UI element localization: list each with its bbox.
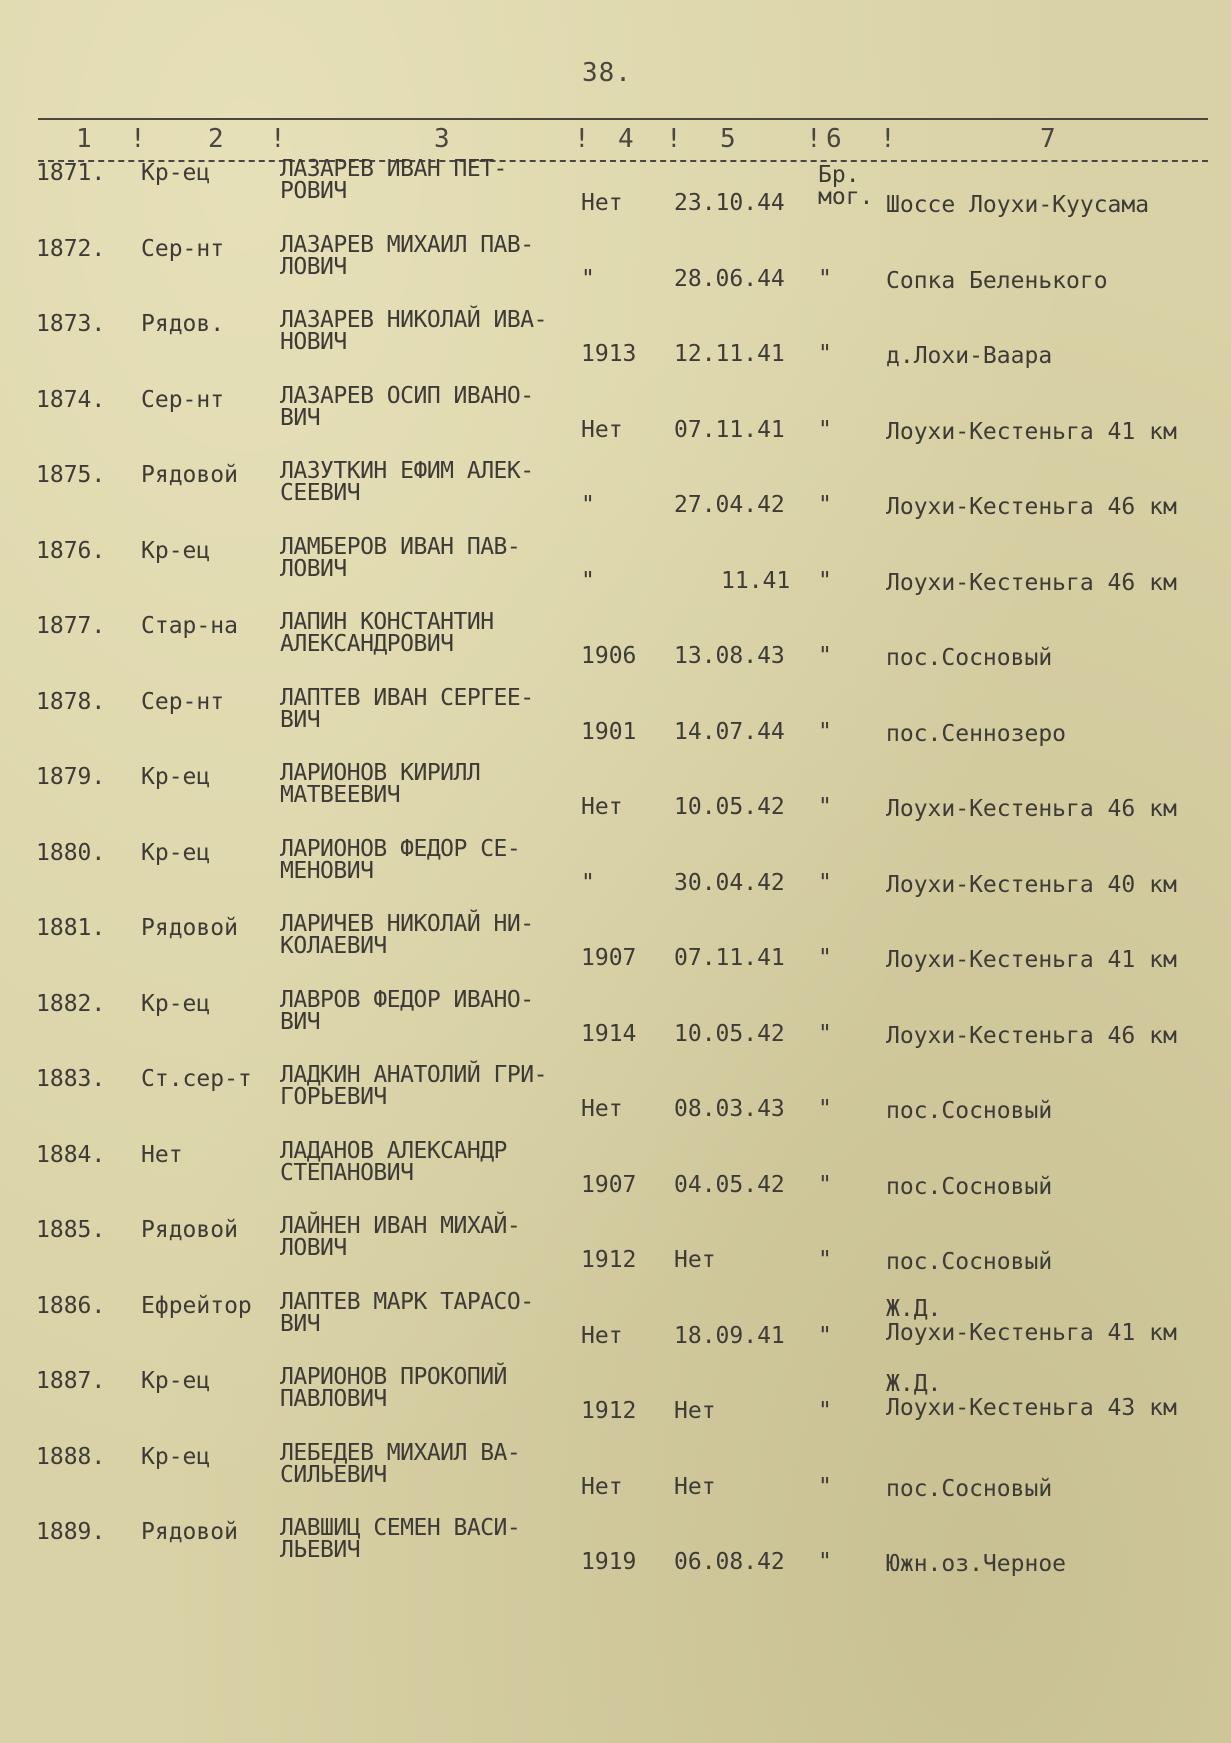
burial-place: Лоухи-Кестеньга 46 км — [886, 796, 1177, 822]
name-line-1: ЛАПИН КОНСТАНТИН — [280, 609, 494, 635]
full-name — [280, 1215, 520, 1259]
death-date: 13.08.43 — [674, 643, 785, 669]
birth-year: 1907 — [581, 1172, 637, 1198]
death-date: Нет — [674, 1247, 716, 1273]
death-date: 11.41 — [721, 568, 791, 594]
col-separator: ! — [574, 124, 590, 154]
birth-year: Нет — [581, 190, 623, 216]
full-name — [280, 460, 534, 504]
death-date: 30.04.42 — [674, 870, 785, 896]
death-date: 07.11.41 — [674, 945, 785, 971]
name-line-1: ЛАЗАРЕВ НИКОЛАЙ ИВА- — [280, 307, 547, 333]
grave-type: " — [818, 492, 832, 518]
rank: Кр-ец — [141, 538, 211, 564]
col-separator: ! — [880, 124, 896, 154]
col-header-7: 7 — [1040, 124, 1056, 154]
birth-year: 1901 — [581, 719, 637, 745]
col-separator: ! — [270, 124, 286, 154]
grave-type: " — [818, 1323, 832, 1349]
name-line-1: ЛАРИОНОВ КИРИЛЛ — [280, 760, 481, 786]
grave-line-2: мог. — [818, 184, 874, 210]
burial-place: Лоухи-Кестеньга 46 км — [886, 1023, 1177, 1049]
name-line-2: ЛОВИЧ — [280, 1235, 347, 1261]
death-date: 07.11.41 — [674, 417, 785, 443]
birth-year: Нет — [581, 1474, 623, 1500]
col-header-5: 5 — [720, 124, 736, 154]
burial-place: пос.Сосновый — [886, 1476, 1053, 1502]
grave-type: " — [818, 945, 832, 971]
name-line-2: КОЛАЕВИЧ — [280, 933, 387, 959]
col-separator: ! — [806, 124, 822, 154]
grave-type: " — [818, 417, 832, 443]
birth-year: Нет — [581, 1323, 623, 1349]
grave-type: " — [818, 1096, 832, 1122]
record-number: 1879. — [36, 764, 106, 790]
col-header-3: 3 — [434, 124, 450, 154]
table-row — [0, 836, 1231, 914]
birth-year: 1912 — [581, 1247, 637, 1273]
table-row — [0, 458, 1231, 536]
name-line-1: ЛАВРОВ ФЕДОР ИВАНО- — [280, 987, 534, 1013]
name-line-1: ЛАМБЕРОВ ИВАН ПАВ- — [280, 534, 521, 560]
burial-place: пос.Сосновый — [886, 1174, 1053, 1200]
record-number: 1872. — [36, 236, 106, 262]
col-separator: ! — [666, 124, 682, 154]
name-line-1: ЛАПТЕВ МАРК ТАРАСО- — [280, 1289, 534, 1315]
birth-year: Нет — [581, 794, 623, 820]
birth-year: " — [581, 568, 595, 594]
full-name — [280, 309, 547, 353]
grave-type: " — [818, 1398, 832, 1424]
death-date: Нет — [674, 1398, 716, 1424]
full-name — [280, 687, 534, 731]
grave-type: " — [818, 719, 832, 745]
birth-year: 1919 — [581, 1549, 637, 1575]
name-line-1: ЛАРИОНОВ ПРОКОПИЙ — [280, 1364, 507, 1390]
birth-year: Нет — [581, 417, 623, 443]
birth-year: 1913 — [581, 341, 637, 367]
name-line-2: РОВИЧ — [280, 178, 347, 204]
name-line-2: ЛЬЕВИЧ — [280, 1537, 361, 1563]
rank: Кр-ец — [141, 991, 211, 1017]
burial-place: Лоухи-Кестеньга 41 км — [886, 947, 1177, 973]
col-header-4: 4 — [618, 124, 634, 154]
birth-year: 1914 — [581, 1021, 637, 1047]
grave-type: " — [818, 1549, 832, 1575]
table-row — [0, 911, 1231, 989]
grave-type: " — [818, 1247, 832, 1273]
grave-type: " — [818, 643, 832, 669]
full-name — [280, 1064, 547, 1108]
rank: Кр-ец — [141, 1368, 211, 1394]
birth-year: " — [581, 266, 595, 292]
table-row — [0, 383, 1231, 461]
death-date: 10.05.42 — [674, 1021, 785, 1047]
rank: Рядовой — [141, 1519, 238, 1545]
rank: Кр-ец — [141, 1444, 211, 1470]
rank: Сер-нт — [141, 236, 225, 262]
table-row — [0, 685, 1231, 763]
place-line-1: Ж.Д. — [886, 1296, 942, 1322]
death-date: 12.11.41 — [674, 341, 785, 367]
name-line-2: ВИЧ — [280, 1311, 321, 1337]
burial-place: Южн.оз.Черное — [886, 1551, 1067, 1577]
record-number: 1885. — [36, 1217, 106, 1243]
grave-type: " — [818, 341, 832, 367]
full-name — [280, 1291, 534, 1335]
full-name — [280, 158, 507, 202]
record-number: 1888. — [36, 1444, 106, 1470]
rank: Кр-ец — [141, 840, 211, 866]
col-header-2: 2 — [208, 124, 224, 154]
place-line-2: Лоухи-Кестеньга 41 км — [886, 1320, 1177, 1346]
full-name — [280, 913, 534, 957]
record-number: 1889. — [36, 1519, 106, 1545]
grave-type: " — [818, 568, 832, 594]
rank: Рядовой — [141, 462, 238, 488]
record-number: 1887. — [36, 1368, 106, 1394]
page-number: 38. — [582, 58, 632, 88]
rank: Ефрейтор — [141, 1293, 252, 1319]
record-number: 1884. — [36, 1142, 106, 1168]
burial-place: Лоухи-Кестеньга 41 км — [886, 419, 1177, 445]
place-line-2: Лоухи-Кестеньга 43 км — [886, 1395, 1177, 1421]
table-row — [0, 609, 1231, 687]
col-header-6: 6 — [826, 124, 842, 154]
name-line-2: СИЛЬЕВИЧ — [280, 1462, 387, 1488]
death-date: 28.06.44 — [674, 266, 785, 292]
record-number: 1873. — [36, 311, 106, 337]
table-row — [0, 1289, 1231, 1367]
name-line-2: ЛОВИЧ — [280, 254, 347, 280]
name-line-1: ЛАЙНЕН ИВАН МИХАЙ- — [280, 1213, 521, 1239]
name-line-2: ГОРЬЕВИЧ — [280, 1084, 387, 1110]
col-header-1: 1 — [76, 124, 92, 154]
name-line-2: ВИЧ — [280, 707, 321, 733]
death-date: 18.09.41 — [674, 1323, 785, 1349]
name-line-1: ЛАЗУТКИН ЕФИМ АЛЕК- — [280, 458, 534, 484]
burial-place — [886, 1297, 1177, 1345]
rank: Рядовой — [141, 1217, 238, 1243]
col-separator: ! — [130, 124, 146, 154]
burial-place: пос.Сосновый — [886, 1249, 1053, 1275]
burial-place: пос.Сосновый — [886, 645, 1053, 671]
full-name — [280, 611, 494, 655]
record-number: 1875. — [36, 462, 106, 488]
rank: Сер-нт — [141, 689, 225, 715]
grave-type: " — [818, 870, 832, 896]
death-date: 08.03.43 — [674, 1096, 785, 1122]
table-row — [0, 1138, 1231, 1216]
table-row — [0, 232, 1231, 310]
death-date: 04.05.42 — [674, 1172, 785, 1198]
rank: Рядовой — [141, 915, 238, 941]
grave-type — [818, 164, 873, 208]
death-date: 06.08.42 — [674, 1549, 785, 1575]
name-line-2: ВИЧ — [280, 1009, 321, 1035]
burial-place: Лоухи-Кестеньга 46 км — [886, 494, 1177, 520]
name-line-1: ЛЕБЕДЕВ МИХАИЛ ВА- — [280, 1440, 521, 1466]
full-name — [280, 838, 520, 882]
table-row — [0, 987, 1231, 1065]
table-row — [0, 307, 1231, 385]
rank: Сер-нт — [141, 387, 225, 413]
birth-year: 1906 — [581, 643, 637, 669]
record-number: 1877. — [36, 613, 106, 639]
full-name — [280, 1442, 520, 1486]
name-line-2: МАТВЕЕВИЧ — [280, 782, 401, 808]
table-row — [0, 534, 1231, 612]
full-name — [280, 1517, 520, 1561]
name-line-1: ЛАДАНОВ АЛЕКСАНДР — [280, 1138, 507, 1164]
burial-place: Сопка Беленького — [886, 268, 1108, 294]
full-name — [280, 1140, 507, 1184]
name-line-1: ЛАЗАРЕВ МИХАИЛ ПАВ- — [280, 232, 534, 258]
name-line-2: ВИЧ — [280, 405, 321, 431]
name-line-1: ЛАВШИЦ СЕМЕН ВАСИ- — [280, 1515, 521, 1541]
name-line-1: ЛАРИЧЕВ НИКОЛАЙ НИ- — [280, 911, 534, 937]
name-line-1: ЛАЗАРЕВ ОСИП ИВАНО- — [280, 383, 534, 409]
rank: Ст.сер-т — [141, 1066, 252, 1092]
record-number: 1883. — [36, 1066, 106, 1092]
name-line-1: ЛАПТЕВ ИВАН СЕРГЕЕ- — [280, 685, 534, 711]
burial-place: пос.Сосновый — [886, 1098, 1053, 1124]
full-name — [280, 989, 534, 1033]
full-name — [280, 536, 520, 580]
grave-type: " — [818, 1172, 832, 1198]
grave-type: " — [818, 266, 832, 292]
name-line-2: НОВИЧ — [280, 329, 347, 355]
grave-type: " — [818, 794, 832, 820]
full-name — [280, 1366, 507, 1410]
rank: Кр-ец — [141, 764, 211, 790]
record-number: 1876. — [36, 538, 106, 564]
record-number: 1882. — [36, 991, 106, 1017]
table-row — [0, 1440, 1231, 1518]
rank: Рядов. — [141, 311, 225, 337]
name-line-1: ЛАРИОНОВ ФЕДОР СЕ- — [280, 836, 521, 862]
record-number: 1881. — [36, 915, 106, 941]
table-row — [0, 156, 1231, 234]
record-number: 1871. — [36, 160, 106, 186]
name-line-1: ЛАДКИН АНАТОЛИЙ ГРИ- — [280, 1062, 547, 1088]
full-name — [280, 234, 534, 278]
table-row — [0, 1213, 1231, 1291]
header-rule-top — [38, 118, 1208, 120]
death-date: 10.05.42 — [674, 794, 785, 820]
record-number: 1886. — [36, 1293, 106, 1319]
table-row — [0, 1515, 1231, 1593]
full-name — [280, 762, 480, 806]
birth-year: 1912 — [581, 1398, 637, 1424]
name-line-2: ПАВЛОВИЧ — [280, 1386, 387, 1412]
birth-year: Нет — [581, 1096, 623, 1122]
place-line-1: Ж.Д. — [886, 1371, 942, 1397]
table-header — [0, 124, 1231, 156]
death-date: 23.10.44 — [674, 190, 785, 216]
table-row — [0, 760, 1231, 838]
rank: Нет — [141, 1142, 183, 1168]
death-date: Нет — [674, 1474, 716, 1500]
name-line-2: ЛОВИЧ — [280, 556, 347, 582]
name-line-2: СЕЕВИЧ — [280, 480, 361, 506]
birth-year: 1907 — [581, 945, 637, 971]
burial-place: Лоухи-Кестеньга 40 км — [886, 872, 1177, 898]
death-date: 14.07.44 — [674, 719, 785, 745]
full-name — [280, 385, 534, 429]
burial-place: Шоссе Лоухи-Куусама — [886, 192, 1150, 218]
name-line-2: МЕНОВИЧ — [280, 858, 374, 884]
birth-year: " — [581, 492, 595, 518]
grave-type: " — [818, 1021, 832, 1047]
burial-place: пос.Сеннозеро — [886, 721, 1067, 747]
record-number: 1880. — [36, 840, 106, 866]
name-line-2: СТЕПАНОВИЧ — [280, 1160, 414, 1186]
rank: Стар-на — [141, 613, 238, 639]
burial-place: д.Лохи-Ваара — [886, 343, 1053, 369]
name-line-2: АЛЕКСАНДРОВИЧ — [280, 631, 454, 657]
grave-line-1: Бр. — [818, 162, 860, 188]
table-row — [0, 1062, 1231, 1140]
burial-place — [886, 1372, 1177, 1420]
rank: Кр-ец — [141, 160, 211, 186]
death-date: 27.04.42 — [674, 492, 785, 518]
table-row — [0, 1364, 1231, 1442]
grave-type: " — [818, 1474, 832, 1500]
birth-year: " — [581, 870, 595, 896]
name-line-1: ЛАЗАРЕВ ИВАН ПЕТ- — [280, 156, 507, 182]
record-number: 1874. — [36, 387, 106, 413]
burial-place: Лоухи-Кестеньга 46 км — [886, 570, 1177, 596]
record-number: 1878. — [36, 689, 106, 715]
